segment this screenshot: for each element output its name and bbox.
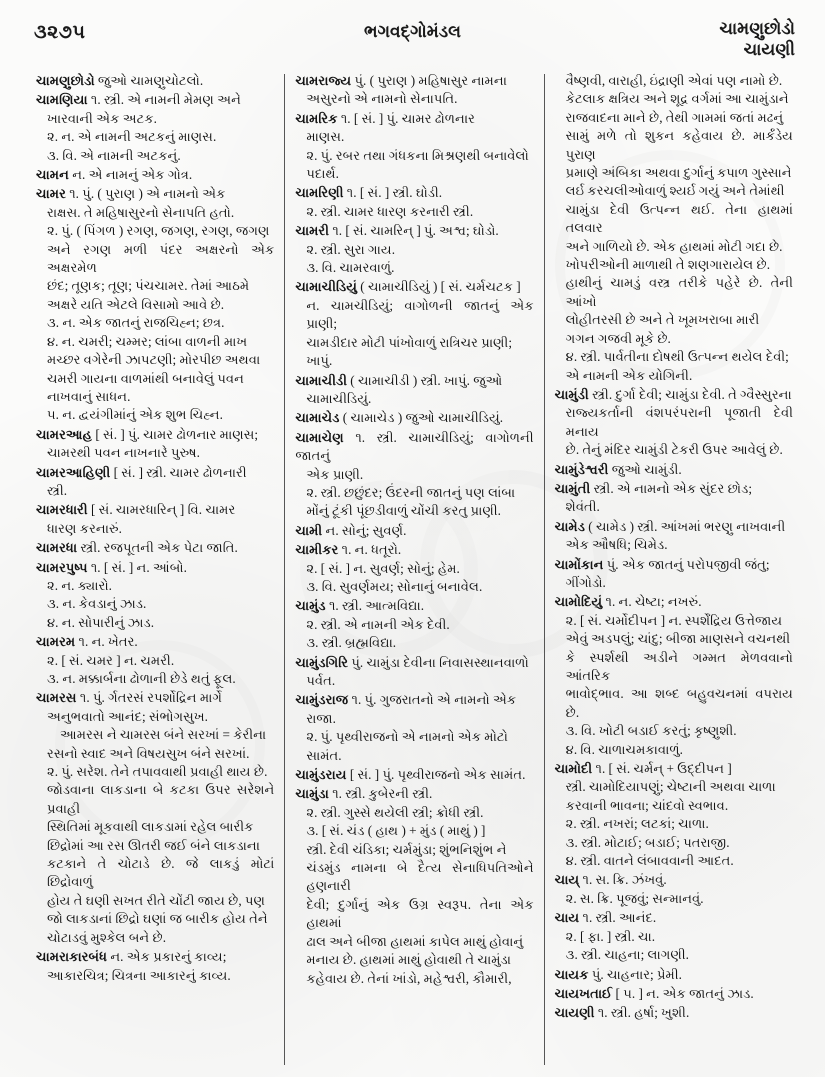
entry-headword-line: ચામુંતી સ્ત્રી. એ નામનો એક સુંદર છોડ; <box>554 480 752 496</box>
folio-page-number: ૩૨૭૫ <box>34 22 86 43</box>
headword: ચામેડ <box>554 518 585 534</box>
entry-body-line: ૨. [ ફા. ] સ્ત્રી. ચા. <box>565 928 656 944</box>
entry-headword-line: ચામોદી ૧. [ સં. ચર્મન્ + ઉદ્દીપન ] <box>554 761 732 777</box>
entry-headword-line: ચામરમ ૧. ન. ખેતર. <box>36 634 138 650</box>
headword: ચામરી <box>295 223 330 239</box>
entry-body-line: એ નામની એક યોગિની. <box>565 367 693 383</box>
entry-body-line: ૩. ન. એક જાતનું રાજચિહ્ન; છત્ર. <box>47 315 225 331</box>
entry-body-line: ૨. સ્ત્રી. ગુસ્સે થયેલી સ્ત્રી; ક્રોધી સ્ત્રી. <box>306 804 484 820</box>
dictionary-entry <box>555 871 793 908</box>
entry-body-line: કે સ્પર્શથી અડીને ગમ્મત મેળવવાનો આંતરિક <box>565 649 793 683</box>
headword: ચામાચેણ <box>295 429 344 445</box>
entry-body-line: એક ઔષધિ; ચિમેડ. <box>565 537 668 553</box>
headword: ચામરિક <box>295 110 338 126</box>
headword: ચામાચીડિયું <box>295 279 357 295</box>
entry-body-line: મચ્છર વગેરેની ઝાપટણી; મોરપીછ અથવા <box>47 352 261 368</box>
book-title: ભગવદ્ગોમંડલ <box>364 22 461 41</box>
dictionary-entry <box>555 386 793 460</box>
dictionary-entry <box>555 593 793 759</box>
entry-headword-line: ચામરિક ૧. [ સં. ] પું. ચામર ઢોળનાર <box>295 110 475 126</box>
entry-body-line: ૩. વિ. ખોટી બડાઈ કરતું; કૃષ્ણુશી. <box>565 723 737 739</box>
entry-body-line: ચમરી ગાયના વાળમાંથી બનાવેલું પવન <box>47 370 244 386</box>
entry-body-line: ૩. ન. કેવડાનું ઝાડ. <box>47 596 147 612</box>
headword: ચાય <box>554 910 580 926</box>
entry-body-line: ૨. ન. એ નામની અટકનું માણસ. <box>47 129 217 145</box>
dictionary-entry <box>36 464 274 501</box>
entry-headword-line: ચામુંડ ૧. સ્ત્રી. આત્મવિદ્યા. <box>295 598 425 614</box>
entry-body-line: માણસ. <box>306 129 345 145</box>
dictionary-entry <box>295 766 533 784</box>
entry-body-line: ખારવાની એક અટક. <box>47 110 157 126</box>
dictionary-entry <box>555 518 793 555</box>
dictionary-entry <box>36 559 274 633</box>
dictionary-entry <box>36 166 274 184</box>
headword: ચામરસ <box>36 690 77 706</box>
dictionary-entry <box>295 72 533 109</box>
entry-body-line: જો લાકડાનાં છિદ્રો ઘણાં જ બારીક હોય તેને <box>47 911 268 927</box>
entry-body-line: ચોટાડવું મુશ્કેલ બને છે. <box>47 929 167 945</box>
entry-body-line: ૨. સ્ત્રી. નખરાં; લટકાં; ચાળા. <box>565 816 709 832</box>
entry-body-line: ધારણ કરનારું. <box>47 520 122 536</box>
dictionary-entry <box>555 556 793 593</box>
entry-headword-line: ચાય્ ૧. સ. ક્રિ. ઝંખવું. <box>554 872 667 888</box>
headword: ચામરિણી <box>295 185 344 201</box>
entry-headword-line: ચામાચીડી ( ચામાચીડી ) સ્ત્રી. ખાપું. જુઓ <box>295 372 503 388</box>
headword: ચામોંકાન <box>554 556 604 572</box>
dictionary-entry <box>295 597 533 652</box>
headword: ચામીકર <box>295 542 339 558</box>
entry-body-line: ૨. પું. સરેશ. તેને તપાવવાથી પ્રવાહી થાય છે. <box>47 764 268 780</box>
entry-body-line: ૨. સ્ત્રી. એ નામની એક દેવી. <box>306 616 450 632</box>
entry-body-line: સામંત. <box>306 747 342 763</box>
entry-body-line: ખાપું. <box>306 353 333 369</box>
entry-headword-line: ચામી ન. સોનું; સુવર્ણ. <box>295 522 407 538</box>
entry-headword-line: ચામરધારી [ સં. ચામરધારિન્ ] વિ. ચામર <box>36 502 236 518</box>
dictionary-entry <box>555 480 793 517</box>
entry-body-line: ચંડમુંડ નામના બે દૈત્ય સેનાધિપતિઓને હણનારી <box>306 860 534 894</box>
dictionary-entry <box>295 691 533 765</box>
dictionary-entry <box>295 372 533 409</box>
dictionary-entry <box>555 1004 793 1022</box>
entry-body-line: અસુરનો એ નામનો સેનાપતિ. <box>306 91 458 107</box>
headword: ચામરમ <box>36 634 76 650</box>
headword: ચામણુછોડો <box>36 73 95 88</box>
dictionary-entry <box>36 689 274 947</box>
entry-headword-line: ચામરિણી ૧. [ સં. ] સ્ત્રી. ઘોડી. <box>295 185 443 201</box>
entry-headword-line: ચામુંડેશ્વરી જુઓ ચામુંડી. <box>554 461 682 477</box>
entry-headword-line: ચામર ૧. પું. ( પુરાણ ) એ નામનો એક <box>36 186 226 202</box>
entry-body-line: ૨. સ્ત્રી. સુરા ગાય. <box>306 241 396 257</box>
entry-headword-line: ચામુંડી સ્ત્રી. દુર્ગા દેવી; ચામુંડા દેવી. તે ગ્વૈસ્સુરના <box>554 386 792 402</box>
entry-body-line: ૩. સ્ત્રી. મોટાઈ; બડાઈ; પતરાજી. <box>565 834 730 850</box>
entry-body-line: ૪. ન. સોપારીનું ઝાડ. <box>47 614 155 630</box>
entry-body-line: એવું અડપલું; ચાંદુ; બીજા માણસને વચનથી <box>565 631 791 647</box>
entry-body-line: પદાર્થ. <box>306 166 339 182</box>
headword: ચાય્ <box>554 872 580 888</box>
entry-body-line: ચામરથી પવન નાખનારે પુરુષ. <box>47 445 200 461</box>
entry-headword-line: ચામુંડગિરિ પું. ચામુંડા દેવીના નિવાસસ્થાનવાળો <box>295 654 529 670</box>
headword: ચામુંડરાય <box>295 767 347 783</box>
entry-headword-line: ચામાચેડ ( ચામાચેડ ) જુઓ ચામાચીડિયું. <box>295 410 504 426</box>
entry-body-line: ૨. પું. ( પિંગળ ) રગણ, જગણ, રગણ, જગણ <box>47 223 270 239</box>
entry-body-line: કરવાની ભાવના; ચાંદવો સ્વભાવ. <box>565 797 729 813</box>
entry-body-line: ૫. ન. દ્વયંગીમાંનું એક શુભ ચિહ્ન. <box>47 407 223 423</box>
entry-body-line: ૨. સ. ક્રિ. પૂજવું; સન્માનવું. <box>565 890 704 906</box>
dictionary-entry <box>295 429 533 521</box>
entry-body-line: ૪. વિ. ચાળાચમકાવાળું. <box>565 741 683 757</box>
entry-body-line: રાજવાદના માને છે, તેથી ગામમાં જતાં મઢનું <box>565 109 784 125</box>
entry-body-line: આમરસ ને ચામરસ બંને સરખાં = કેરીના <box>60 727 267 743</box>
entry-body-line: પ્રમાણે અંબિકા અથવા દુર્ગાનું કપાળ ગુસ્સાને <box>565 165 792 181</box>
entry-headword-line: ચામરઆહિણી [ સં. ] સ્ત્રી. ચામર ઢોળનારી <box>36 464 247 480</box>
entry-body-line: મોંનું ટૂંકી પૂંછડીવાળું ચોંચી કરતુ પ્રાણી. <box>306 503 501 519</box>
running-head-left: ચામણુછોડો <box>719 19 795 38</box>
entry-body-line: કહેવાય છે. તેનાં ખાંડો, મહેશ્વરી, કૌમારી, <box>306 970 512 986</box>
headword: ચામુંડેશ્વરી <box>554 461 609 477</box>
entry-body-line: આકારચિત્ર; ચિત્રના આકારનું કાવ્ય. <box>47 967 231 983</box>
entry-body-line: ચામુંડા દેવી ઉત્પન્ન થઈ. તેના હાથમાં તલવાર <box>565 201 793 236</box>
dictionary-entry <box>36 539 274 557</box>
entry-headword-line: ચામરાકારબંધ ન. એક પ્રકારનું કાવ્ય; <box>36 949 227 965</box>
dictionary-entry <box>36 72 274 90</box>
entry-body-line: અને રગણ મળી પંદર અક્ષરનો એક અક્ષરમેળ <box>47 241 275 276</box>
column-2 <box>285 72 543 1067</box>
dictionary-entry <box>295 222 533 277</box>
entry-body-line: અનુભવાતો આનંદ; સંભોગસુખ. <box>47 708 208 724</box>
entry-headword-line: ચામોદિયું ૧. ન. ચેષ્ટા; નખરું. <box>554 594 702 610</box>
entry-body-line: શેવંતી. <box>565 499 600 515</box>
headword: ચામન <box>36 167 69 183</box>
headword: ચામરધારી <box>36 502 88 518</box>
text-columns <box>26 72 803 1067</box>
entry-body-line: સ્ત્રી. દેવી ચંડિકા; ચર્મમુંડા; શુંભનિશુંભ ને <box>306 841 507 857</box>
entry-body-line: છે. તેનું મંદિર ચામુંડી ટેકરી ઉપર આવેલું છે. <box>565 442 783 458</box>
entry-body-line: રસનો સ્વાદ અને વિષયસુખ બંને સરખાં. <box>47 745 250 761</box>
entry-headword-line: ચામીકર ૧. ન. ધતૂરો. <box>295 542 402 558</box>
headword: ચામરાજ્ય <box>295 73 352 88</box>
entry-body-line: મનાય છે. હાથમાં માથું હોવાથી તે ચામુંડા <box>306 952 511 968</box>
entry-body-line: ૨. સ્ત્રી. ચામર ધારણ કરનારી સ્ત્રી. <box>306 203 474 219</box>
entry-headword-line: ચામરાજ્ય પું. ( પુરાણ ) મહિષાસુર નામના <box>295 73 507 88</box>
entry-body-line: ૨. સ્ત્રી. છછુંદર; ઉંદરની જાતનું પણ લાંબા <box>306 484 516 500</box>
entry-body-line: હોય તે ઘણી સખત રીતે ચોંટી જાય છે, પણ <box>47 892 266 908</box>
entry-body-line: ગીંગોડો. <box>565 574 606 590</box>
entry-body-line: ૩. ન. મક્કાર્બના ઢોળાની છેડે થતું ફૂલ. <box>47 671 236 686</box>
headword: ચામાચેડ <box>295 410 340 426</box>
dictionary-entry <box>555 760 793 870</box>
entry-body-line: કેટલાક ક્ષત્રિય અને શૂદ્ર વર્ગમાં આ ચામુંડાને <box>565 91 789 107</box>
headword: ચામરપુષ્પ <box>36 559 88 575</box>
headword: ચામુંડ <box>295 598 326 614</box>
headword: ચામુંતી <box>554 480 591 496</box>
entry-body-line: સ્થિતિમાં મૂકવાથી લાકડામાં રહેલ બારીક <box>47 819 254 835</box>
entry-headword-line: ચામરઆહ [ સં. ] પું. ચામર ઢોળનાર માણસ; <box>36 426 259 442</box>
dictionary-entry <box>295 278 533 370</box>
headword: ચામણિયા <box>36 92 88 108</box>
entry-body-line: ૨. પું. પૃથ્વીરાજનો એ નામનો એક મોટો <box>306 729 508 745</box>
column-3 <box>545 72 803 1067</box>
entry-body-line: ખોપરીઓની માળાથી તે શણગારાયેલ છે. <box>565 257 771 273</box>
entry-headword-line: ચામેડ ( ચામેડ ) સ્ત્રી. આંખમાં ભરણુ નાખવાની <box>554 518 786 534</box>
headword: ચામુંડરાજ <box>295 692 349 708</box>
headword: ચામોદિયું <box>554 594 603 610</box>
entry-body-line: ૨. [ સં. ચમર ] ન. ચમરી. <box>47 652 175 668</box>
entry-headword-line: ચામાચીડિયું ( ચામાચીડિયું ) [ સં. ચર્મચટક ] <box>295 279 521 295</box>
entry-body-line: ૩. વિ. સુવર્ણમય; સોનાનું બનાવેલ. <box>306 578 483 594</box>
headword: ચાયખતાઈ <box>554 985 613 1001</box>
running-heads <box>719 18 795 61</box>
dictionary-entry <box>295 785 533 987</box>
page-header <box>0 14 825 70</box>
dictionary-entry <box>295 654 533 691</box>
entry-body-line: ચામાચીડિયું. <box>306 390 372 406</box>
entry-body-line: લર્ઇ કરચલીઓવાળું શ્યર્ઇ ગયું અને તેમાંથી <box>565 183 785 199</box>
entry-headword-line: ચામુંડરાય [ સં. ] પું. પૃથ્વીરાજનો એક સામંત. <box>295 767 526 783</box>
entry-body-line: લોહીતરસી છે અને તે ખૂમખરાબા મારી <box>565 312 760 328</box>
entry-body-line: રાક્ષસ. તે મહિષાસુરનો સેનાપતિ હતો. <box>47 204 235 220</box>
dictionary-entry <box>555 909 793 964</box>
entry-body-line: ૩. વિ. એ નામની અટકનું. <box>47 147 181 163</box>
entry-body-line: ચામડીદાર મોટી પાંખોવાળું રાત્રિચર પ્રાણી; <box>306 334 512 350</box>
headword: ચાયણી <box>554 1005 595 1021</box>
entry-headword-line: ચાયણી ૧. સ્ત્રી. હર્ષા; ખુશી. <box>554 1005 690 1021</box>
entry-body-line: પર્વત. <box>306 673 336 688</box>
headword: ચામરઆહિણી <box>36 464 111 480</box>
entry-body-line: રાજ્યકર્તાની વંશપરંપરાની પૂજાતી દેવી મનાય <box>565 405 793 439</box>
column-1 <box>26 72 284 1067</box>
dictionary-entry <box>295 184 533 221</box>
entry-body-line: છિદ્રોમાં આ રસ ઊતરી જઈ બંને લાકડાના <box>47 837 260 853</box>
dictionary-entry <box>36 501 274 538</box>
entry-headword-line: ચાય ૧. સ્ત્રી. આનંદ. <box>554 910 657 926</box>
headword: ચામર <box>36 186 66 202</box>
entry-body-line: છંદ; તૂણક; તૂણ; પંચચામર. તેમાં આઠમે <box>47 278 250 294</box>
dictionary-entry <box>555 985 793 1003</box>
dictionary-entry <box>555 966 793 984</box>
running-head-right: ચાયણી <box>743 40 795 60</box>
entry-body-line: સ્ત્રી. <box>47 482 68 498</box>
dictionary-entry <box>36 185 274 424</box>
entry-headword-line: ચામરધા સ્ત્રી. રજપૂતની એક પેટા જાતિ. <box>36 540 238 556</box>
headword: ચામોદી <box>554 761 593 777</box>
headword: ચાયક <box>554 966 589 982</box>
entry-headword-line: ચામોંકાન પું. એક જાતનું પરોપજીવી જંતુ; <box>554 556 770 572</box>
entry-body-line: ૨. [ સં. ચર્મોદીપન ] ન. સ્પર્શેંદ્રિય ઉત્તેજાય <box>565 612 783 628</box>
headword: ચામી <box>295 522 323 538</box>
headword: ચામરઆહ <box>36 426 93 442</box>
entry-body-line: ઢાલ અને બીજા હાથમાં કાપેલ માથું હોવાનું <box>306 933 524 949</box>
entry-headword-line: ચામણુછોડો જુઓ ચામણુચોટલો. <box>36 73 204 88</box>
entry-body-line: સામું મળે તો શુકન કહેવાય છે. માર્કંડેય પુરાણ <box>565 128 793 162</box>
entry-body-line: ૪. સ્ત્રી. વાતને લંબાવવાની આદત. <box>565 853 734 869</box>
headword: ચામરાકારબંધ <box>36 949 108 965</box>
entry-body-line: ૪. સ્ત્રી. પાર્વતીના દોષથી ઉત્પન્ન થયેલ દેવી; <box>565 349 789 365</box>
entry-headword-line: ચામરસ ૧. પું. ર્ગતરસં રપર્શોદ્રિન માર્ગે <box>36 690 223 706</box>
entry-body-line: દેવી; દુર્ગાનું એક ઉગ્ર સ્વરૂપ. તેના એક હાથમાં <box>306 896 534 931</box>
entry-body-line: નાખવાનું સાધન. <box>47 388 131 404</box>
entry-headword-line: ચામરપુષ્પ ૧. [ સં. ] ન. આંબો. <box>36 559 187 575</box>
entry-headword-line: ચામુંડા ૧. સ્ત્રી. કુબેરની સ્ત્રી. <box>295 786 433 802</box>
dictionary-entry <box>295 409 533 427</box>
headword: ચામાચીડી <box>295 372 347 388</box>
entry-body-line: ગગન ગજવી મૂકે છે. <box>565 330 671 346</box>
entry-body-line: ૩. [ સં. ચંડ ( હાથ ) + મુંડ ( માથું ) ] <box>306 823 486 839</box>
dictionary-entry <box>36 948 274 985</box>
headword: ચામરધા <box>36 540 78 556</box>
dictionary-entry <box>555 72 793 385</box>
headword: ચામુંડી <box>554 386 589 402</box>
entry-headword-line: ચામન ન. એ નામનું એક ગોત્ર. <box>36 167 193 183</box>
entry-body-line: ૪. ન. ચમરી; ચમ્મર; લાંબા વાળની માખ <box>47 333 248 349</box>
entry-body-line: વૈષ્ણવી, વારાહી, ઇંદ્રાણી એવાં પણ નામો છે. <box>565 73 783 88</box>
dictionary-entry <box>36 426 274 463</box>
entry-body-line: ૩. સ્ત્રી. ચાહના; લાગણી. <box>565 947 689 963</box>
headword: ચામુંડગિરિ <box>295 654 349 670</box>
entry-headword-line: ચામુંડરાજ ૧. પું. ગુજરાતનો એ નામનો એક <box>295 692 517 708</box>
dictionary-entry <box>555 461 793 479</box>
dictionary-entry <box>295 522 533 540</box>
entry-body-line: હાથીનું ચામડું વસ્ત્ર તરીકે પહેરે છે. તેની આંખો <box>565 275 793 309</box>
dictionary-entry <box>36 633 274 688</box>
headword: ચામુંડા <box>295 786 329 802</box>
entry-body-line: કટકાને તે ચોટાડે છે. જે લાકડું મોટાં છિદ્રોવાળું <box>47 856 275 890</box>
entry-body-line: ૩. સ્ત્રી. બ્રહ્મવિદ્યા. <box>306 635 397 651</box>
dictionary-entry <box>295 110 533 184</box>
entry-body-line: રાજા. <box>306 710 336 726</box>
entry-body-line: ૨. ન. ક્યારો. <box>47 577 112 593</box>
entry-body-line: ૩. વિ. ચામરવાળું. <box>306 260 395 276</box>
entry-headword-line: ચામરી ૧. [ સં. ચામરિન્ ] પું. અશ્વ; ઘોડો. <box>295 223 499 239</box>
entry-headword-line: ચામાચેણ ૧. સ્ત્રી. ચામાચીડિયું; વાગોળની જાતનું <box>295 429 534 464</box>
entry-body-line: સ્ત્રી. ચામોદિયાપણું; ચેષ્ટાની અથવા ચાળા <box>565 779 776 795</box>
entry-body-line: જોડવાના લાકડાના બે કટકા ઉપર સરેશને પ્રવાહી <box>47 782 275 816</box>
entry-body-line: અક્ષરે યતિ એટલે વિસામો આવે છે. <box>47 296 225 312</box>
entry-body-line: એક પ્રાણી. <box>306 466 364 482</box>
entry-body-line: ૨. પું. રબર તથા ગંધકના મિશ્રણથી બનાવેલો <box>306 147 529 163</box>
entry-body-line: અને ગાળિયો છે. એક હાથમાં મોટી ગદા છે. <box>565 238 783 254</box>
entry-body-line: ૨. [ સં. ] ન. સુવર્ણ; સોનું; હેમ. <box>306 560 460 576</box>
dictionary-entry <box>36 91 274 165</box>
dictionary-entry <box>295 541 533 596</box>
entry-headword-line: ચાયખતાઈ [ ૫. ] ન. એક જાતનું ઝાડ. <box>554 985 754 1001</box>
entry-body-line: ન. ચામચીડિયું; વાગોળની જાતનું એક પ્રાણી; <box>306 297 534 332</box>
entry-headword-line: ચાયક પું. ચાહનાર; પ્રેમી. <box>554 966 682 982</box>
entry-headword-line: ચામણિયા ૧. સ્ત્રી. એ નામની મેમણ અને <box>36 92 241 108</box>
entry-body-line: ભાવોદ્ભાવ. આ શબ્દ બહુવચનમાં વપરાય છે. <box>565 686 793 720</box>
